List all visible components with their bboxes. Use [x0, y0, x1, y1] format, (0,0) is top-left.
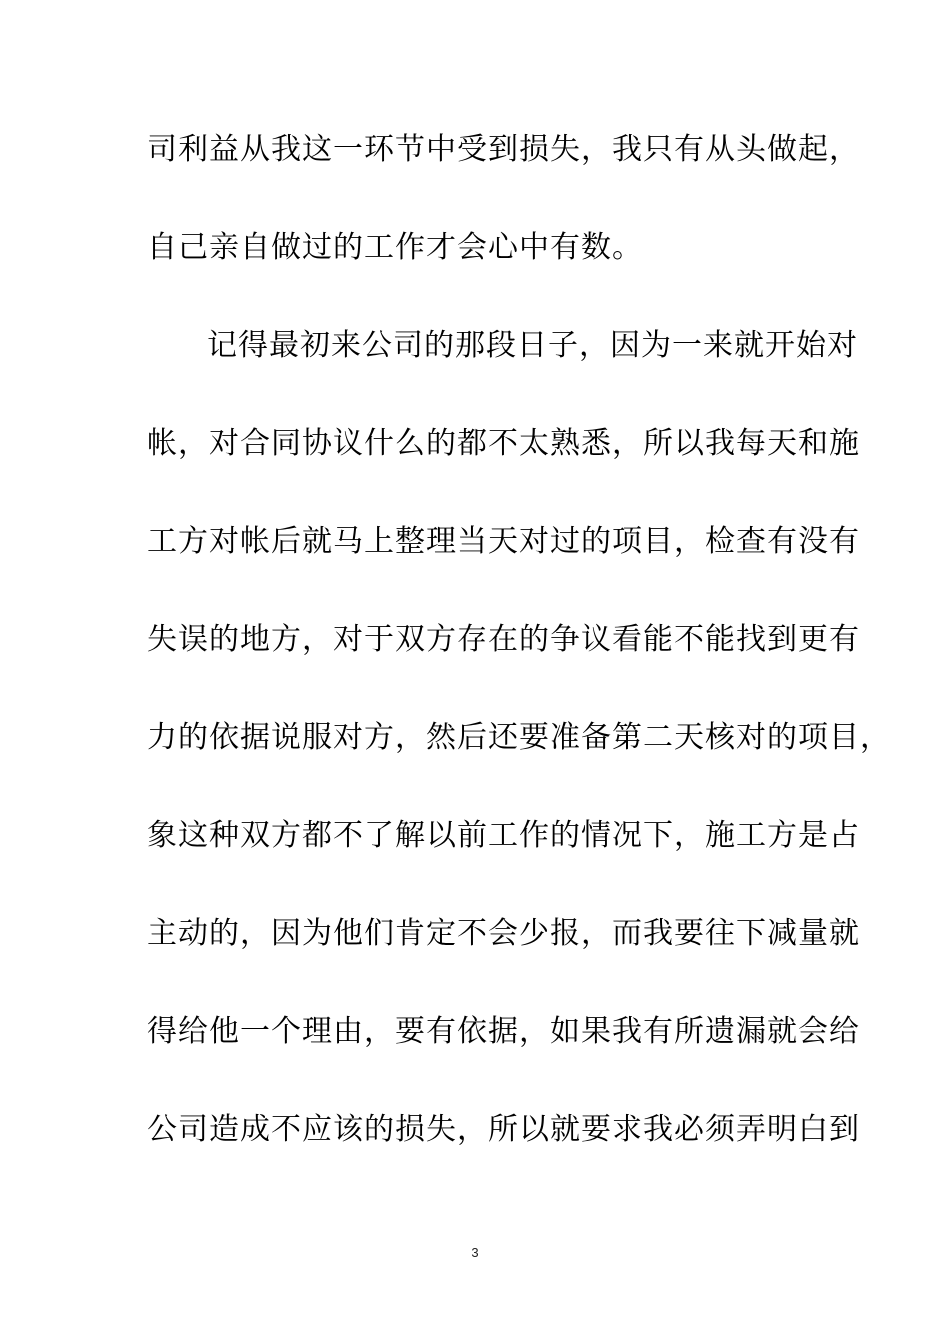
- page-number: 3: [471, 1245, 479, 1260]
- text-line: 力的依据说服对方，然后还要准备第二天核对的项目，: [147, 720, 891, 755]
- text-line: 司利益从我这一环节中受到损失，我只有从头做起，: [147, 132, 860, 167]
- text-line: 失误的地方，对于双方存在的争议看能不能找到更有: [147, 622, 860, 657]
- text-line: 自己亲自做过的工作才会心中有数。: [147, 230, 643, 265]
- text-line: 帐，对合同协议什么的都不太熟悉，所以我每天和施: [147, 426, 860, 461]
- text-line: 公司造成不应该的损失，所以就要求我必须弄明白到: [147, 1112, 860, 1147]
- text-line: 主动的，因为他们肯定不会少报，而我要往下减量就: [147, 916, 860, 951]
- text-line: 工方对帐后就马上整理当天对过的项目，检查有没有: [147, 524, 860, 559]
- text-line: 象这种双方都不了解以前工作的情况下，施工方是占: [147, 818, 860, 853]
- paragraph-start-line: 记得最初来公司的那段日子，因为一来就开始对: [207, 328, 858, 363]
- text-line: 得给他一个理由，要有依据，如果我有所遗漏就会给: [147, 1014, 860, 1049]
